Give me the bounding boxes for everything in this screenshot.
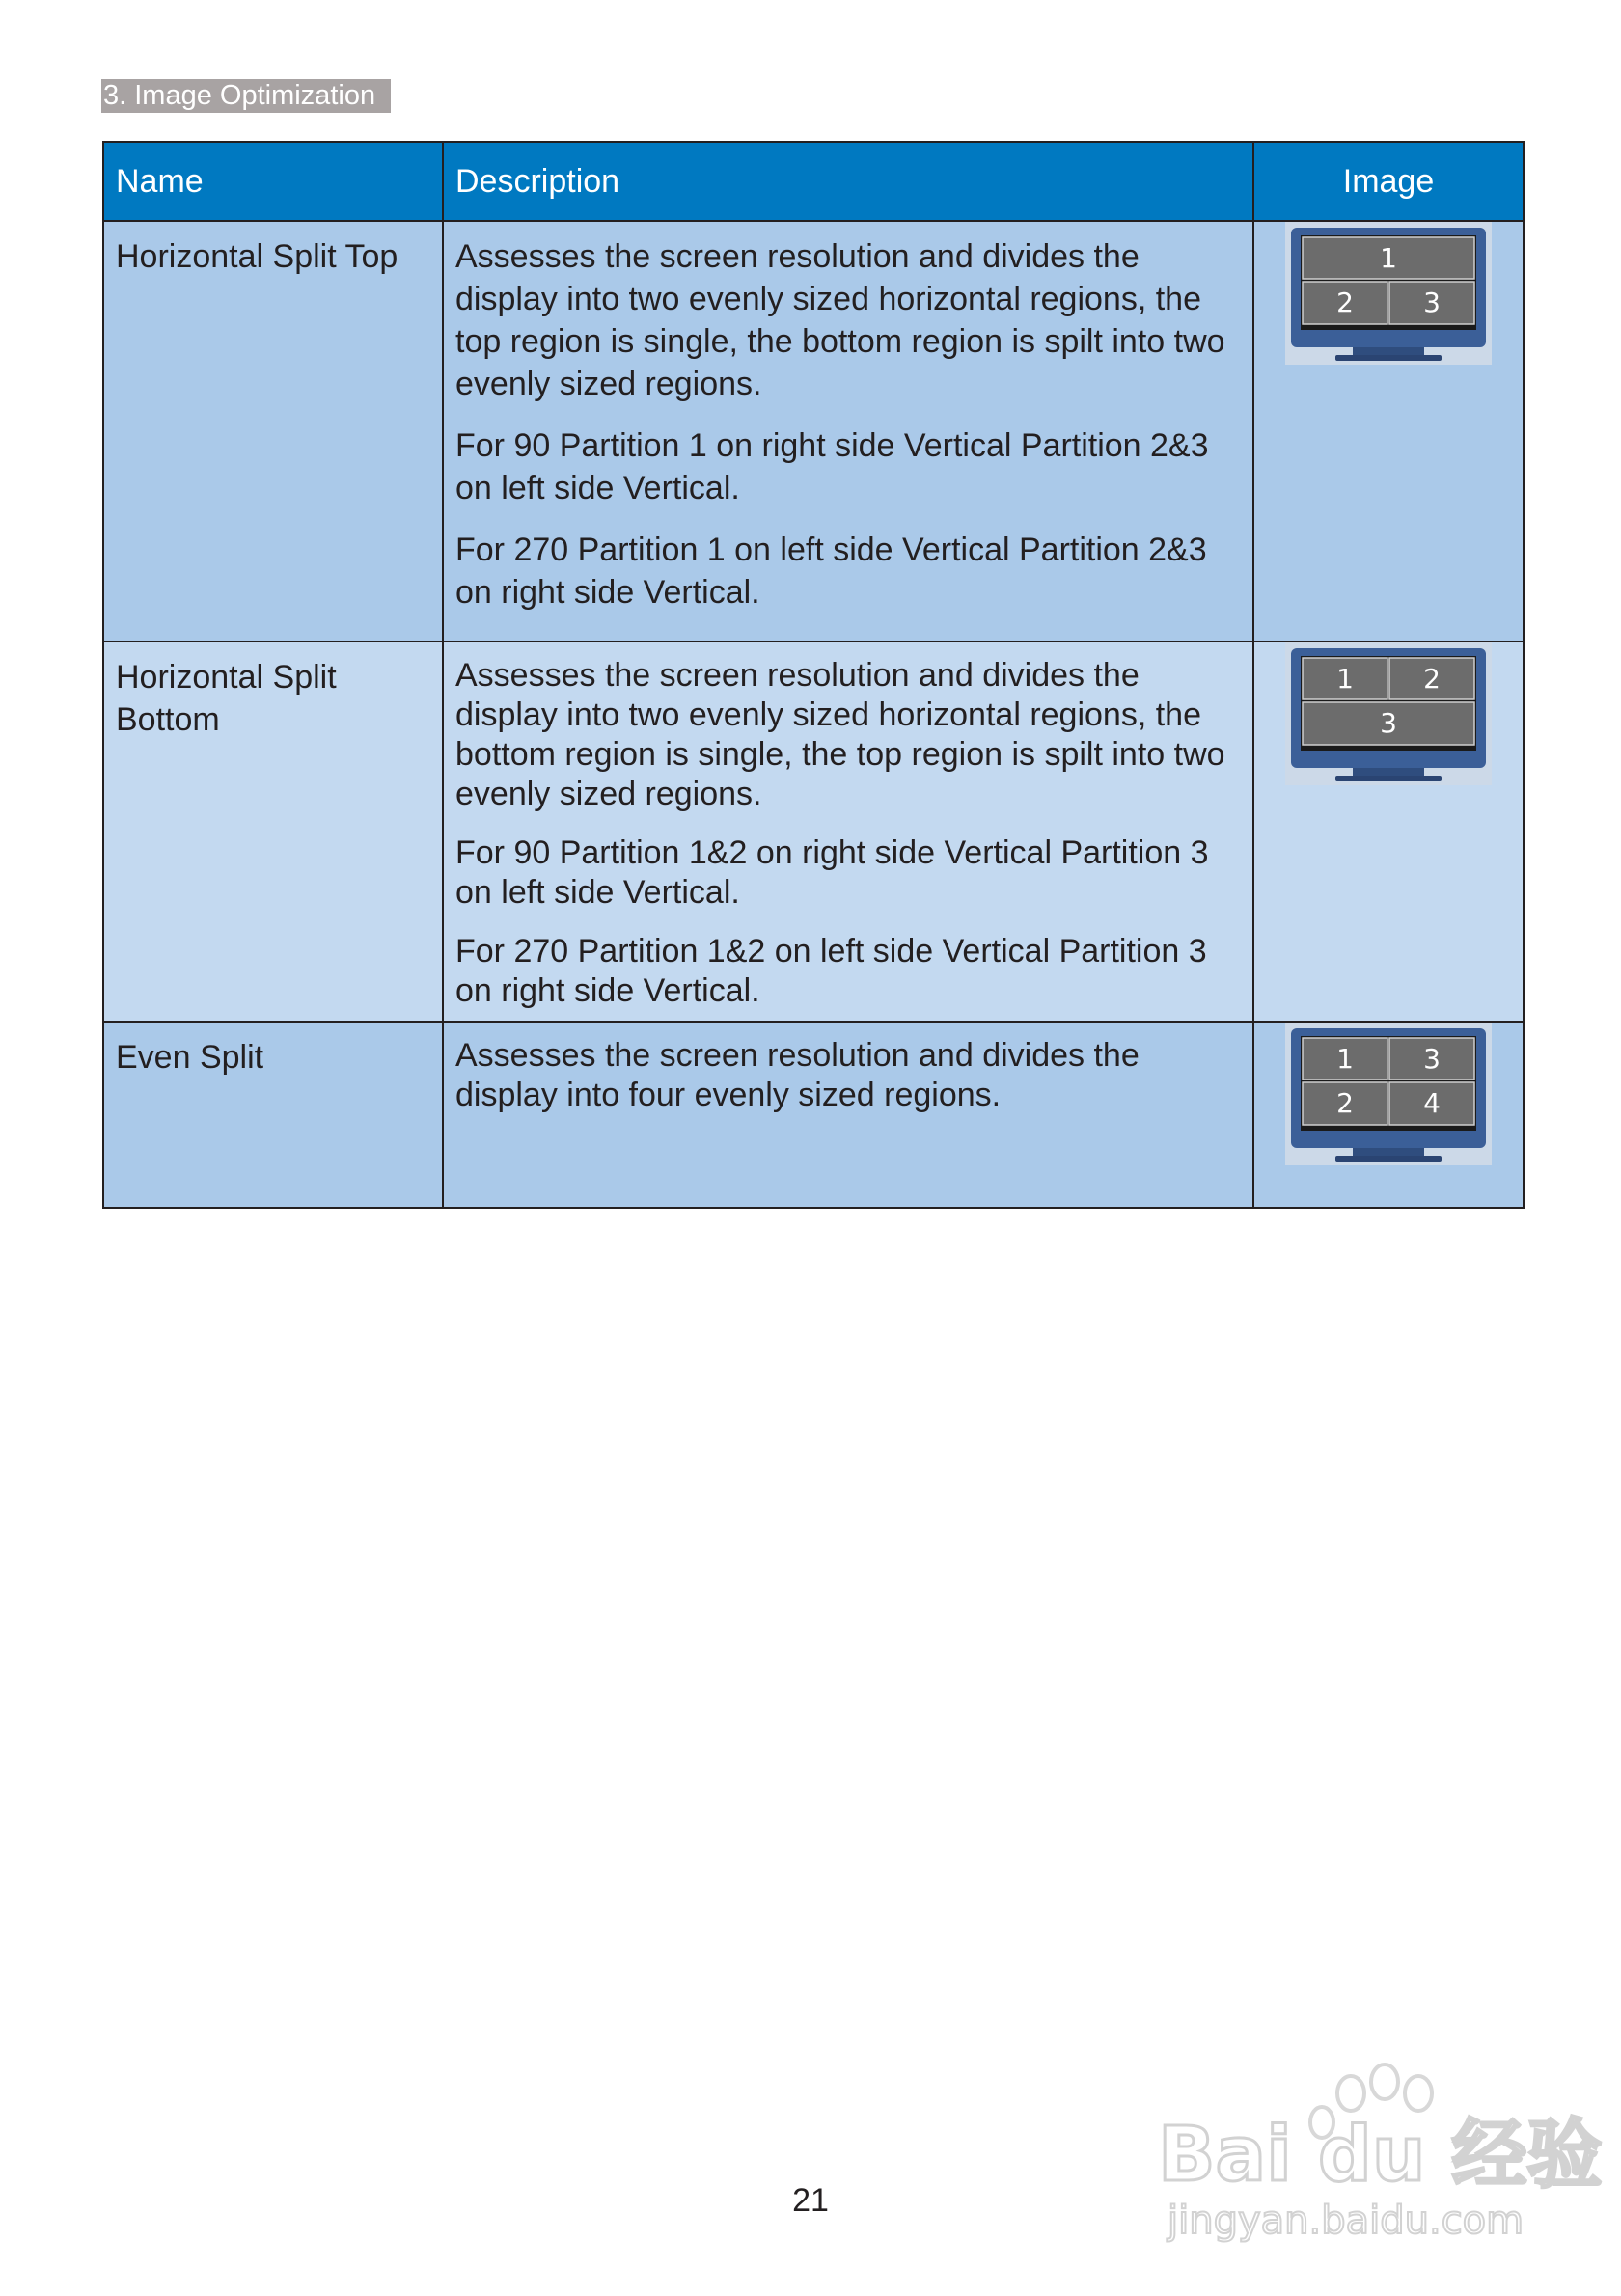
partition-label: 2 (1336, 1087, 1354, 1119)
partition-label: 2 (1423, 663, 1441, 695)
description-paragraph: For 270 Partition 1&2 on left side Vertical Partition 3 on right side Vertical. (455, 933, 1207, 1009)
description-paragraph: For 270 Partition 1 on left side Vertical Partition 2&3 on right side Vertical. (455, 532, 1207, 611)
partition-label: 3 (1423, 287, 1441, 318)
watermark-url: jingyan.baidu.com (1168, 2199, 1525, 2243)
description-paragraph: Assesses the screen resolution and divides the display into two evenly sized horizontal regions, the top region is single, the bottom region is spilt into two evenly sized regions. (455, 238, 1225, 402)
monitor-split-top-icon (1285, 222, 1492, 369)
row-name: Horizontal Split Top (103, 221, 443, 642)
header-name: Name (103, 142, 443, 221)
row-image (1253, 642, 1524, 1022)
partition-label: 1 (1336, 663, 1354, 695)
description-paragraph: Assesses the screen resolution and divides the display into four evenly sized regions. (455, 1037, 1140, 1113)
baidu-watermark-logo (1148, 2055, 1603, 2248)
partition-label: 3 (1423, 1043, 1441, 1075)
section-title: 3. Image Optimization (101, 79, 391, 113)
header-image: Image (1253, 142, 1524, 221)
row-image (1253, 221, 1524, 642)
row-description (443, 642, 1253, 1022)
partition-label: 3 (1380, 707, 1397, 739)
watermark-brand: Bai du 经验 (1158, 2112, 1603, 2199)
page-number: 21 (792, 2182, 829, 2219)
row-description (443, 1022, 1253, 1208)
partition-label: 4 (1423, 1087, 1441, 1119)
table-header-row (103, 142, 1524, 221)
monitor-split-bottom-icon (1285, 642, 1492, 790)
partition-label: 1 (1380, 242, 1397, 274)
header-description: Description (443, 142, 1253, 221)
table-row (103, 221, 1524, 642)
partition-label: 1 (1336, 1043, 1354, 1075)
description-paragraph: For 90 Partition 1 on right side Vertical Partition 2&3 on left side Vertical. (455, 427, 1209, 506)
row-image (1253, 1022, 1524, 1208)
table-row (103, 1022, 1524, 1208)
partition-label: 2 (1336, 287, 1354, 318)
row-name: Horizontal Split Bottom (103, 642, 443, 1022)
description-paragraph: Assesses the screen resolution and divides the display into two evenly sized horizontal regions, the bottom region is single, the top region is spilt into two evenly sized regions. (455, 657, 1225, 812)
table-row (103, 642, 1524, 1022)
split-modes-table (102, 141, 1525, 1209)
description-paragraph: For 90 Partition 1&2 on right side Vertical Partition 3 on left side Vertical. (455, 834, 1209, 911)
monitor-even-split-icon (1285, 1023, 1492, 1170)
row-description (443, 221, 1253, 642)
row-name: Even Split (103, 1022, 443, 1208)
